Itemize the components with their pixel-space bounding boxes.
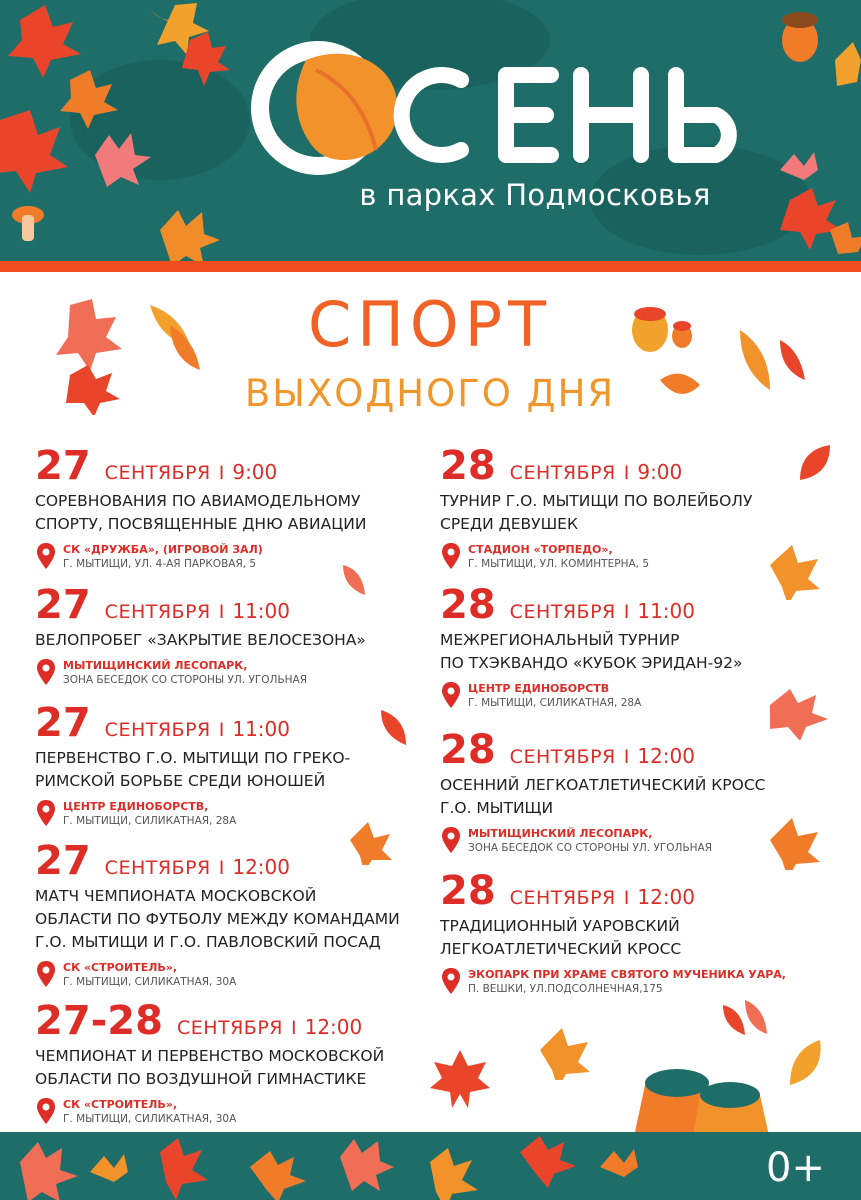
event-location — [35, 961, 435, 993]
event-date-line — [440, 443, 840, 489]
event-title-line: СПОРТУ, ПОСВЯЩЕННЫЕ ДНЮ АВИАЦИИ — [35, 515, 367, 533]
event-date-line — [35, 443, 435, 489]
event-card — [35, 998, 435, 1130]
location-pin-icon — [442, 543, 460, 569]
autumn-leaf-icon — [335, 555, 375, 605]
event-title-line: Г.О. МЫТИЩИ И Г.О. ПАВЛОВСКИЙ ПОСАД — [35, 933, 381, 951]
event-month: СЕНТЯБРЯ — [509, 746, 616, 768]
event-place-name: СК «СТРОИТЕЛЬ», — [63, 1098, 178, 1111]
event-address: ЗОНА БЕСЕДОК СО СТОРОНЫ УЛ. УГОЛЬНАЯ — [63, 674, 308, 686]
event-month: СЕНТЯБРЯ — [509, 887, 616, 909]
event-title-line: СРЕДИ ДЕВУШЕК — [440, 515, 578, 533]
autumn-leaf-icon — [780, 1035, 830, 1095]
event-time: 9:00 — [232, 460, 278, 484]
event-time: 9:00 — [637, 460, 683, 484]
event-place-name: МЫТИЩИНСКИЙ ЛЕСОПАРК, — [63, 659, 248, 672]
event-separator: I — [623, 601, 630, 623]
event-title-line: ЧЕМПИОНАТ И ПЕРВЕНСТВО МОСКОВСКОЙ — [35, 1047, 385, 1065]
location-pin-icon — [37, 543, 55, 569]
event-address: Г. МЫТИЩИ, СИЛИКАТНАЯ, 28А — [468, 697, 642, 709]
event-place-name: СК «СТРОИТЕЛЬ», — [63, 961, 178, 974]
location-pin-icon — [37, 961, 55, 987]
event-time: 12:00 — [637, 744, 695, 768]
autumn-leaf-icon — [765, 680, 835, 740]
header-banner — [0, 0, 861, 261]
autumn-leaf-icon — [40, 295, 220, 415]
autumn-leaf-icon — [345, 815, 395, 865]
event-address: Г. МЫТИЩИ, УЛ. КОМИНТЕРНА, 5 — [468, 558, 649, 570]
event-address: ЗОНА БЕСЕДОК СО СТОРОНЫ УЛ. УГОЛЬНАЯ — [468, 842, 713, 854]
event-month: СЕНТЯБРЯ — [509, 601, 616, 623]
brand-title-logo — [246, 30, 786, 180]
page-title: СПОРТ — [308, 288, 552, 361]
event-date: 27 — [35, 443, 91, 489]
event-month: СЕНТЯБРЯ — [104, 601, 211, 623]
event-title-line: ОБЛАСТИ ПО ВОЗДУШНОЙ ГИМНАСТИКЕ — [35, 1070, 367, 1088]
autumn-leaf-icon — [430, 1048, 490, 1108]
acorn-icon — [620, 300, 820, 420]
event-date-line — [440, 868, 840, 914]
event-title-line: Г.О. МЫТИЩИ — [440, 799, 554, 817]
event-card — [35, 443, 435, 575]
event-place-name: СТАДИОН «ТОРПЕДО», — [468, 543, 613, 556]
header-stripe — [0, 261, 861, 272]
autumn-leaf-icon — [765, 540, 825, 600]
event-date: 27-28 — [35, 998, 163, 1044]
event-title-line: ТРАДИЦИОННЫЙ УАРОВСКИЙ — [440, 917, 680, 935]
location-pin-icon — [442, 827, 460, 853]
event-location — [35, 543, 435, 575]
event-separator: I — [218, 601, 225, 623]
event-place-name: МЫТИЩИНСКИЙ ЛЕСОПАРК, — [468, 827, 653, 840]
event-month: СЕНТЯБРЯ — [104, 857, 211, 879]
event-month: СЕНТЯБРЯ — [104, 462, 211, 484]
event-address: П. ВЕШКИ, УЛ.ПОДСОЛНЕЧНАЯ,175 — [468, 983, 663, 995]
event-date-line — [35, 998, 435, 1044]
event-date: 28 — [440, 582, 496, 628]
event-separator: I — [218, 857, 225, 879]
event-time: 11:00 — [232, 717, 290, 741]
event-date-line — [35, 700, 435, 746]
event-location — [35, 1098, 435, 1130]
event-address: Г. МЫТИЩИ, УЛ. 4-АЯ ПАРКОВАЯ, 5 — [63, 558, 257, 570]
event-date: 28 — [440, 868, 496, 914]
event-title-line: СОРЕВНОВАНИЯ ПО АВИАМОДЕЛЬНОМУ — [35, 492, 361, 510]
event-date: 27 — [35, 582, 91, 628]
event-separator: I — [218, 719, 225, 741]
event-title-line: ВЕЛОПРОБЕГ «ЗАКРЫТИЕ ВЕЛОСЕЗОНА» — [35, 631, 366, 649]
autumn-leaf-icon — [790, 440, 840, 490]
location-pin-icon — [37, 1098, 55, 1124]
event-place-name: ЦЕНТР ЕДИНОБОРСТВ, — [63, 800, 209, 813]
autumn-leaf-icon — [765, 810, 825, 870]
autumn-leaf-icon — [715, 995, 775, 1045]
event-place-name: ЭКОПАРК ПРИ ХРАМЕ СВЯТОГО МУЧЕНИКА УАРА, — [468, 968, 786, 981]
event-date: 28 — [440, 443, 496, 489]
event-title-line: МАТЧ ЧЕМПИОНАТА МОСКОВСКОЙ — [35, 887, 317, 905]
footer-banner — [0, 1132, 861, 1200]
event-title-line: ПЕРВЕНСТВО Г.О. МЫТИЩИ ПО ГРЕКО- — [35, 749, 351, 767]
event-address: Г. МЫТИЩИ, СИЛИКАТНАЯ, 30А — [63, 976, 237, 988]
footer-leaves-decoration — [0, 1132, 861, 1200]
event-location — [440, 968, 840, 1000]
location-pin-icon — [37, 659, 55, 685]
event-card — [35, 700, 435, 832]
event-month: СЕНТЯБРЯ — [509, 462, 616, 484]
page-subtitle: ВЫХОДНОГО ДНЯ — [244, 372, 616, 415]
event-date: 27 — [35, 838, 91, 884]
autumn-leaf-icon — [376, 705, 416, 755]
location-pin-icon — [442, 968, 460, 994]
event-location — [35, 659, 435, 691]
event-date-line — [35, 582, 435, 628]
autumn-leaf-icon — [535, 1020, 595, 1080]
age-rating-badge: 0+ — [766, 1145, 825, 1191]
event-address: Г. МЫТИЩИ, СИЛИКАТНАЯ, 30А — [63, 1113, 237, 1125]
event-title-line: РИМСКОЙ БОРЬБЕ СРЕДИ ЮНОШЕЙ — [35, 772, 326, 790]
event-title-line: ОБЛАСТИ ПО ФУТБОЛУ МЕЖДУ КОМАНДАМИ — [35, 910, 400, 928]
event-place-name: ЦЕНТР ЕДИНОБОРСТВ — [468, 682, 610, 695]
event-time: 11:00 — [637, 599, 695, 623]
event-month: СЕНТЯБРЯ — [104, 719, 211, 741]
event-time: 12:00 — [304, 1015, 363, 1039]
event-time: 11:00 — [232, 599, 290, 623]
event-date: 27 — [35, 700, 91, 746]
event-separator: I — [623, 746, 630, 768]
brand-subtitle: в парках Подмосковья — [359, 178, 711, 212]
event-card — [440, 868, 840, 1000]
event-separator: I — [291, 1017, 297, 1039]
event-title-line: ПО ТХЭКВАНДО «КУБОК ЭРИДАН-92» — [440, 654, 743, 672]
event-title-line: ТУРНИР Г.О. МЫТИЩИ ПО ВОЛЕЙБОЛУ — [440, 492, 753, 510]
event-title-line: МЕЖРЕГИОНАЛЬНЫЙ ТУРНИР — [440, 631, 680, 649]
location-pin-icon — [37, 800, 55, 826]
location-pin-icon — [442, 682, 460, 708]
event-time: 12:00 — [637, 885, 695, 909]
event-date: 28 — [440, 727, 496, 773]
event-title-line: ЛЕГКОАТЛЕТИЧЕСКИЙ КРОСС — [440, 940, 682, 958]
event-separator: I — [218, 462, 225, 484]
event-time: 12:00 — [232, 855, 290, 879]
event-address: Г. МЫТИЩИ, СИЛИКАТНАЯ, 28А — [63, 815, 237, 827]
event-place-name: СК «ДРУЖБА», (ИГРОВОЙ ЗАЛ) — [63, 543, 263, 556]
event-month: СЕНТЯБРЯ — [176, 1017, 283, 1039]
event-separator: I — [623, 887, 630, 909]
event-card — [35, 582, 435, 691]
event-title-line: ОСЕННИЙ ЛЕГКОАТЛЕТИЧЕСКИЙ КРОСС — [440, 776, 766, 794]
event-separator: I — [623, 462, 630, 484]
